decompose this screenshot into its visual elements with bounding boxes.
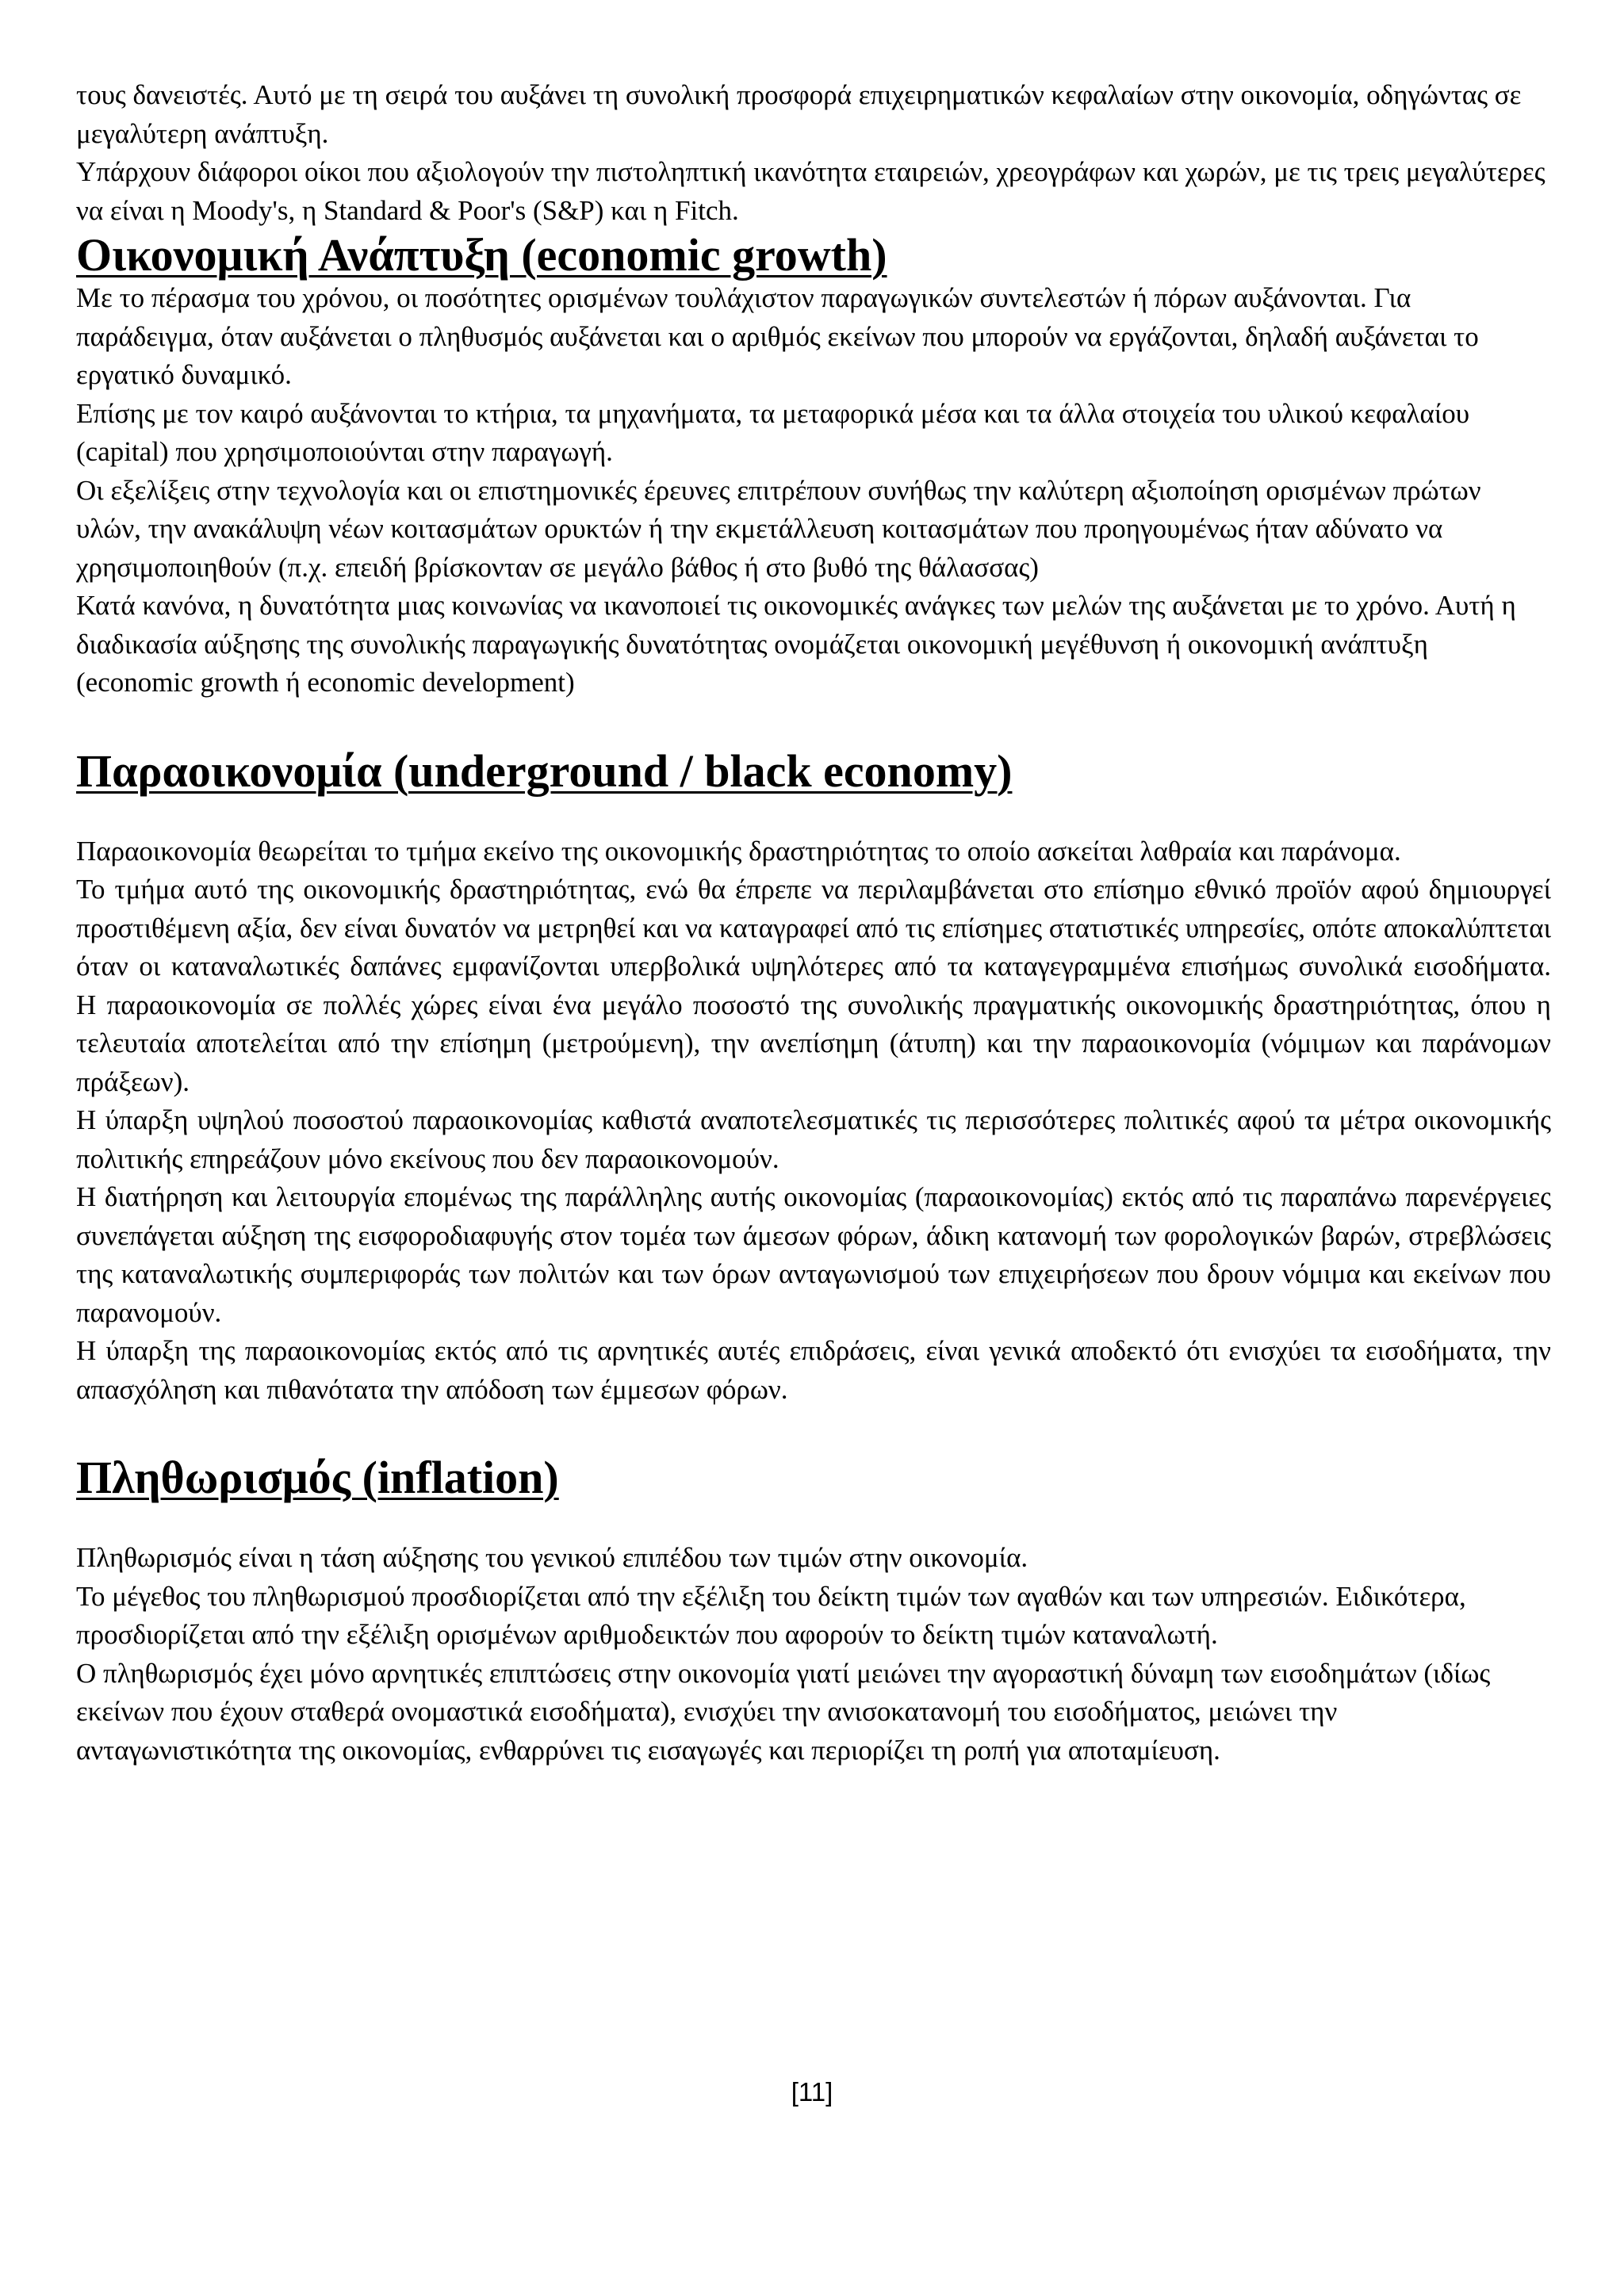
underground-paragraph-1: Παραοικονομία θεωρείται το τμήμα εκείνο της οικονομικής δραστηριότητας το οποίο ασκείται λαθραία και παράνομα.: [76, 835, 1401, 867]
growth-paragraph-2: Επίσης με τον καιρό αυξάνονται το κτήρια, τα μηχανήματα, τα μεταφορικά μέσα και τα άλλα στοιχεία του υλικού κεφαλαίου (capital) που χρησιμοποιούνται στην παραγωγή.: [76, 397, 1470, 467]
underground-paragraph-5: Η διατήρηση και λειτουργία επομένως της παράλληλης αυτής οικονομίας (παραοικονομίας) εκτός από τις παραπάνω παρενέργειες συνεπάγεται αύξηση της εισφοροδιαφυγής στον τομέα των άμεσων φόρων, άδικη κατανομή των φορολογικών βαρών, στρεβλώσεις της καταναλωτικής συμπεριφοράς των πολιτών και των όρων ανταγωνισμού των επιχειρήσεων που δρουν νόμιμα και εκείνων που παρανομούν.: [76, 1181, 1551, 1328]
underground-paragraph-2: Το τμήμα αυτό της οικονομικής δραστηριότητας, ενώ θα έπρεπε να περιλαμβάνεται στο επίσημο εθνικό προϊόν αφού δημιουργεί προστιθέμενη αξία, δεν είναι δυνατόν να μετρηθεί και να καταγραφεί από τις επίσημες στατιστικές υπηρεσίες, οπότε αποκαλύπτεται όταν οι καταναλωτικές δαπάνες εμφανίζονται υπερβολικά υψηλότερες από τα καταγεγραμμένα επισήμως συνολικά εισοδήματα.: [76, 874, 1551, 982]
document-page: [76, 76, 1551, 1770]
underground-paragraph-6: Η ύπαρξη της παραοικονομίας εκτός από τις αρνητικές αυτές επιδράσεις, είναι γενικά αποδεκτό ότι ενισχύει τα εισοδήματα, την απασχόληση και πιθανότατα την απόδοση των έμμεσων φόρων.: [76, 1335, 1551, 1405]
section-heading-economic-growth: Οικονομική Ανάπτυξη (economic growth): [76, 229, 887, 281]
growth-paragraph-3: Οι εξελίξεις στην τεχνολογία και οι επιστημονικές έρευνες επιτρέπουν συνήθως την καλύτερη αξιοποίηση ορισμένων πρώτων υλών, την ανακάλυψη νέων κοιτασμάτων ορυκτών ή την εκμετάλλευση κοιτασμάτων που προηγουμένως ήταν αδύνατο να χρησιμοποιηθούν (π.χ. επειδή βρίσκονταν σε μεγάλο βάθος ή στο βυθό της θάλασσας): [76, 474, 1481, 583]
underground-paragraph-3: Η παραοικονομία σε πολλές χώρες είναι ένα μεγάλο ποσοστό της συνολικής πραγματικής οικονομικής δραστηριότητας, όπου η τελευταία αποτελείται από την επίσημη (μετρούμενη), την ανεπίσημη (άτυπη) και την παραοικονομία (νόμιμων και παράνομων πράξεων).: [76, 989, 1551, 1097]
growth-paragraph-4: Κατά κανόνα, η δυνατότητα μιας κοινωνίας να ικανοποιεί τις οικονομικές ανάγκες των μελών της αυξάνεται με το χρόνο. Αυτή η διαδικασία αύξησης της συνολικής παραγωγικής δυνατότητας ονομάζεται οικονομική μεγέθυνση ή οικονομική ανάπτυξη (economic growth ή economic development): [76, 590, 1516, 698]
page-number: [11]: [791, 2077, 833, 2107]
intro-paragraph-1: τους δανειστές. Αυτό με τη σειρά του αυξάνει τη συνολική προσφορά επιχειρηματικών κεφαλαίων στην οικονομία, οδηγώντας σε μεγαλύτερη ανάπτυξη.: [76, 79, 1522, 149]
inflation-paragraph-2: Το μέγεθος του πληθωρισμού προσδιορίζεται από την εξέλιξη του δείκτη τιμών των αγαθών και των υπηρεσιών. Ειδικότερα, προσδιορίζεται από την εξέλιξη ορισμένων αριθμοδεικτών που αφορούν το δείκτη τιμών καταναλωτή.: [76, 1580, 1466, 1650]
section-heading-inflation: Πληθωρισμός (inflation): [76, 1452, 559, 1503]
inflation-paragraph-1: Πληθωρισμός είναι η τάση αύξησης του γενικού επιπέδου των τιμών στην οικονομία.: [76, 1542, 1028, 1573]
underground-paragraph-4: Η ύπαρξη υψηλού ποσοστού παραοικονομίας καθιστά αναποτελεσματικές τις περισσότερες πολιτικές αφού τα μέτρα οικονομικής πολιτικής επηρεάζουν μόνο εκείνους που δεν παραοικονομούν.: [76, 1104, 1551, 1174]
inflation-paragraph-3: Ο πληθωρισμός έχει μόνο αρνητικές επιπτώσεις στην οικονομία γιατί μειώνει την αγοραστική δύναμη των εισοδημάτων (ιδίως εκείνων που έχουν σταθερά ονομαστικά εισοδήματα), ενισχύει την ανισοκατανομή του εισοδήματος, μειώνει την ανταγωνιστικότητα της οικονομίας, ενθαρρύνει τις εισαγωγές και περιορίζει τη ροπή για αποταμίευση.: [76, 1657, 1491, 1766]
intro-paragraph-2: Υπάρχουν διάφοροι οίκοι που αξιολογούν την πιστοληπτική ικανότητα εταιρειών, χρεογράφων και χωρών, με τις τρεις μεγαλύτερες να είναι η Moody's, η Standard & Poor's (S&P) και η Fitch.: [76, 156, 1545, 226]
section-heading-underground-economy: Παραοικονομία (underground / black economy): [76, 744, 1013, 797]
growth-paragraph-1: Με το πέρασμα του χρόνου, οι ποσότητες ορισμένων τουλάχιστον παραγωγικών συντελεστών ή πόρων αυξάνονται. Για παράδειγμα, όταν αυξάνεται ο πληθυσμός αυξάνεται και ο αριθμός εκείνων που μπορούν να εργάζονται, δηλαδή αυξάνεται το εργατικό δυναμικό.: [76, 282, 1479, 390]
